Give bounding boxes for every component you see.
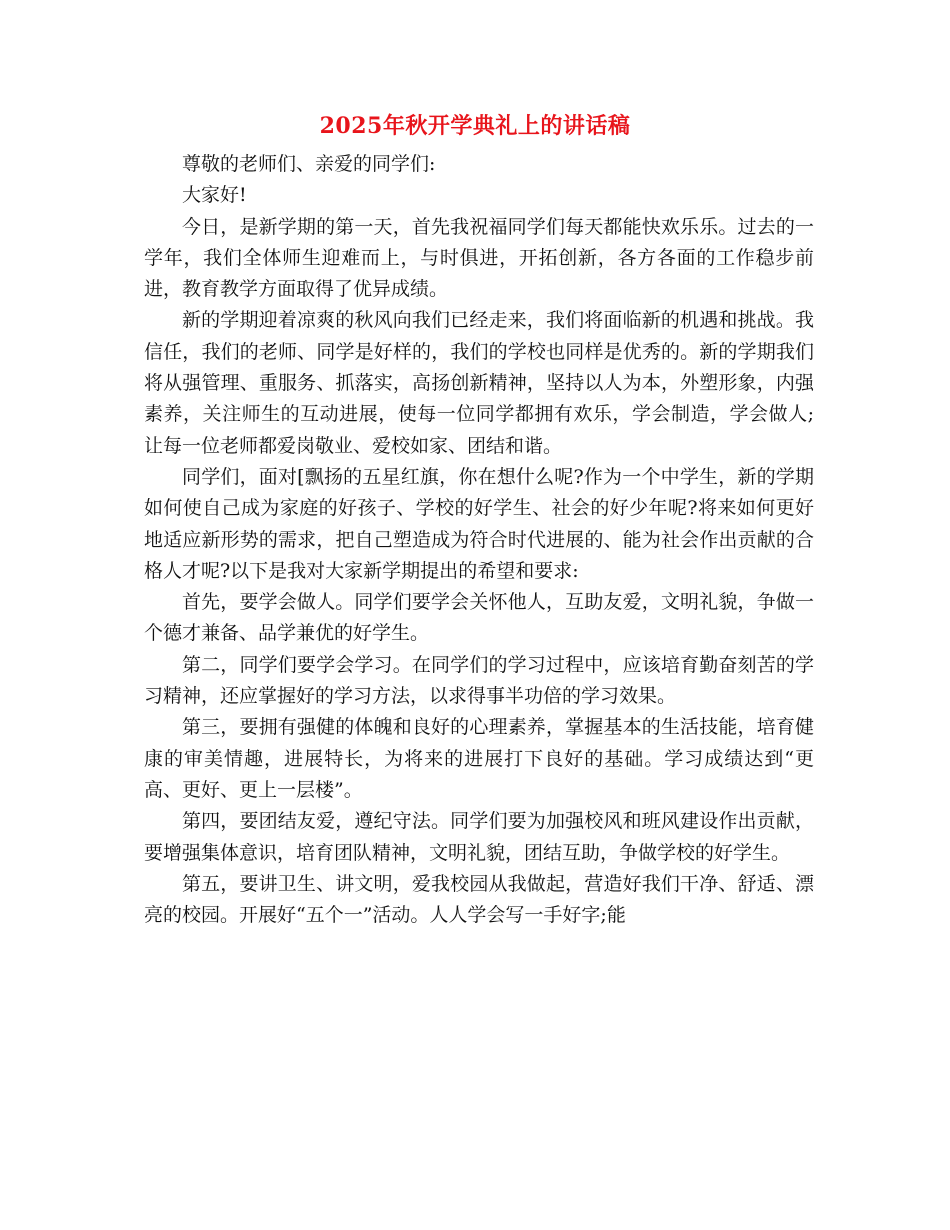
paragraph-expectations: 同学们，面对[飘扬的五星红旗，你在想什么呢?作为一个中学生，新的学期如何使自己成为家庭的好孩子、学校的好学生、社会的好少年呢?将来如何更好地适应新形势的需求，把自己塑造成为符合时代进展的、能为社会作出贡献的合格人才呢?以下是我对大家新学期提出的希望和要求: xyxy=(144,465,814,582)
greeting: 大家好! xyxy=(182,184,247,207)
page-title: 2025年秋开学典礼上的讲话稿 xyxy=(319,113,631,139)
paragraph-fourth: 第四，要团结友爱，遵纪守法。同学们要为加强校风和班风建设作出贡献，要增强集体意识，培育团队精神，文明礼貌，团结互助，争做学校的好学生。 xyxy=(144,810,814,864)
salutation: 尊敬的老师们、亲爱的同学们: xyxy=(182,153,436,175)
paragraph-fifth: 第五，要讲卫生、讲文明，爱我校园从我做起，营造好我们干净、舒适、漂亮的校园。开展好“五个一”活动。人人学会写一手好字;能 xyxy=(144,872,814,927)
paragraph-first: 首先，要学会做人。同学们要学会关怀他人，互助友爱，文明礼貌，争做一个德才兼备、品学兼优的好学生。 xyxy=(144,591,814,645)
document-body xyxy=(144,149,814,931)
paragraph-third: 第三，要拥有强健的体魄和良好的心理素养，掌握基本的生活技能，培育健康的审美情趣，进展特长，为将来的进展打下良好的基础。学习成绩达到“更高、更好、更上一层楼”。 xyxy=(144,716,814,801)
paragraph-opening: 今日，是新学期的第一天，首先我祝福同学们每天都能快欢乐乐。过去的一学年，我们全体师生迎难而上，与时俱进，开拓创新，各方各面的工作稳步前进，教育教学方面取得了优异成绩。 xyxy=(144,215,814,301)
paragraph-new-semester: 新的学期迎着凉爽的秋风向我们已经走来，我们将面临新的机遇和挑战。我信任，我们的老师、同学是好样的，我们的学校也同样是优秀的。新的学期我们将从强管理、重服务、抓落实，高扬创新精神，坚持以人为本，外塑形象，内强素养，关注师生的互动进展，使每一位同学都拥有欢乐，学会制造，学会做人;让每一位老师都爱岗敬业、爱校如家、团结和谐。 xyxy=(144,309,814,457)
paragraph-second: 第二，同学们要学会学习。在同学们的学习过程中，应该培育勤奋刻苦的学习精神，还应掌握好的学习方法，以求得事半功倍的学习效果。 xyxy=(144,653,814,708)
